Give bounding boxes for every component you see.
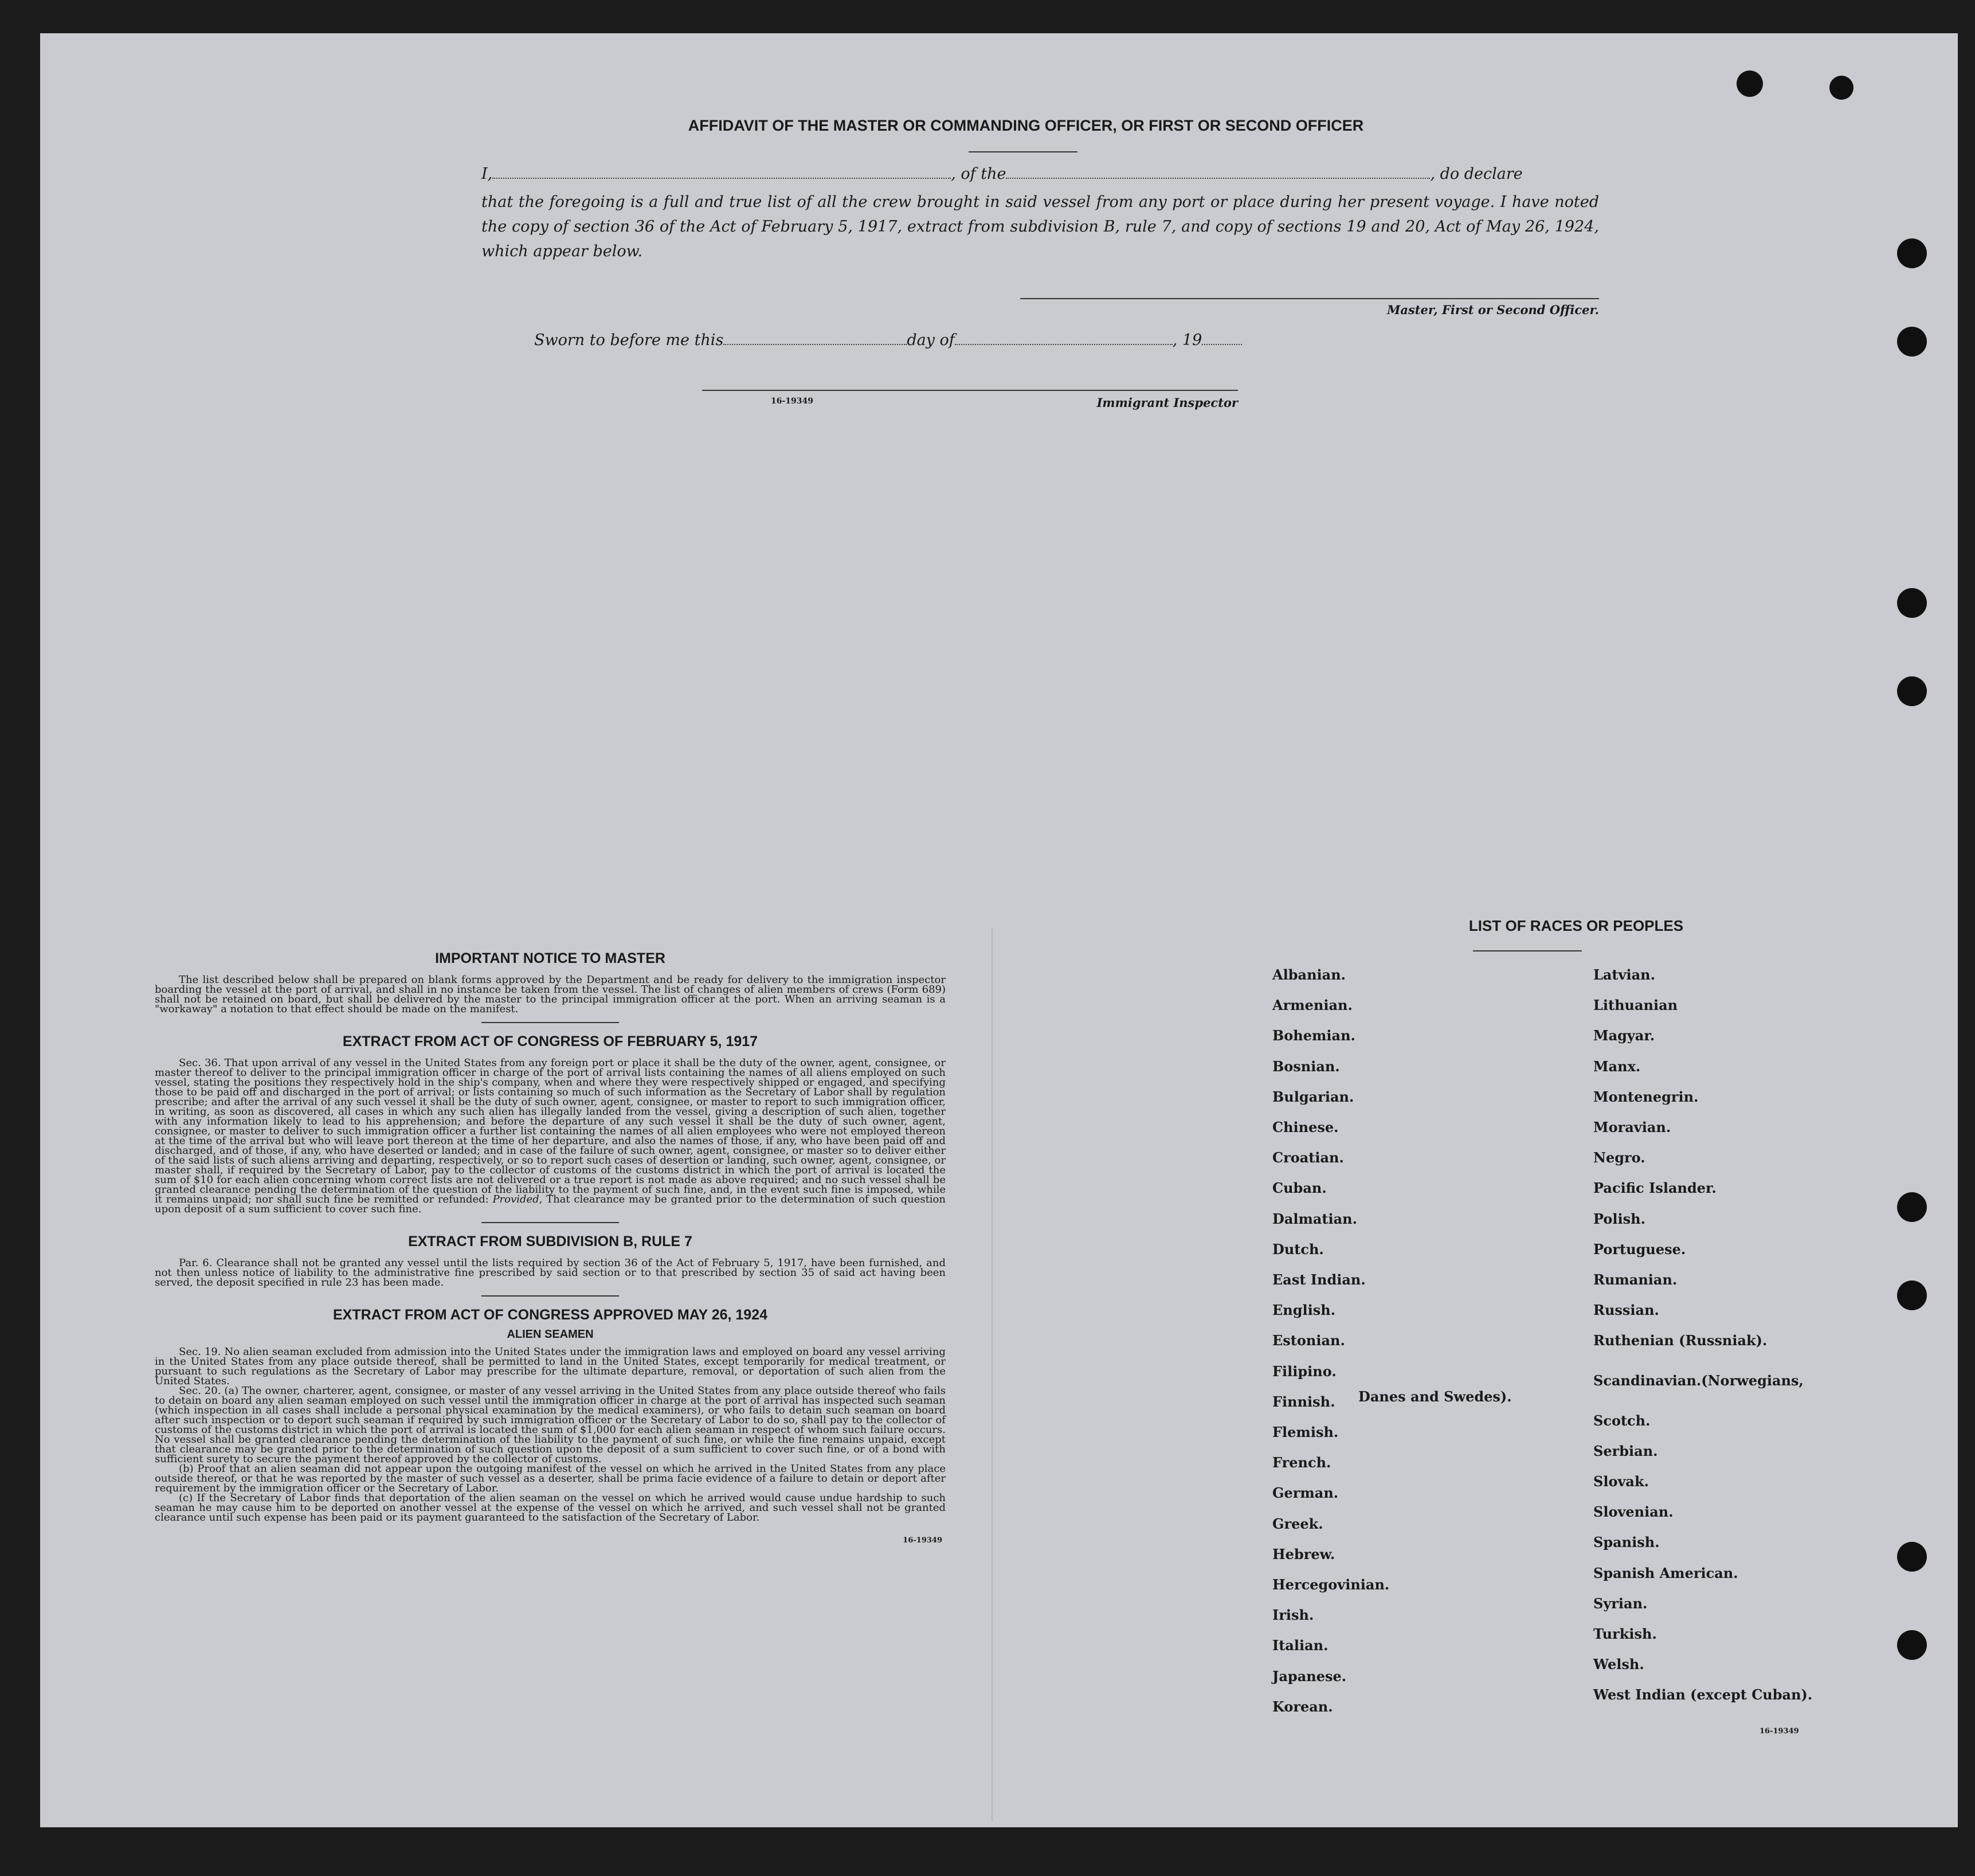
race-entry: Turkish. (1593, 1626, 1657, 1642)
extract-1917-title: EXTRACT FROM ACT OF CONGRESS OF FEBRUARY 5, 1917 (342, 1033, 758, 1049)
notice-title: IMPORTANT NOTICE TO MASTER (435, 950, 665, 966)
master-signature-label: Master, First or Second Officer. (1387, 303, 1599, 317)
race-entry: Irish. (1272, 1607, 1314, 1624)
race-entry: Croatian. (1272, 1149, 1344, 1166)
binder-hole-icon (1737, 71, 1763, 97)
race-entry: Japanese. (1272, 1667, 1347, 1685)
rule7-text: Par. 6. Clearance shall not be granted any vessel until the lists required by section 36 of the Act of February 5, 1917, have been furnished, and not then unless notice of liability to the administrative fine prescribed by said section or to that prescribed by section 35 of said act having been served, the deposit specified in rule 23 has been made. (155, 1257, 946, 1288)
section-divider (481, 1295, 619, 1297)
race-entry: Bulgarian. (1272, 1088, 1354, 1105)
section-divider (481, 1022, 619, 1023)
race-entry: Slovenian. (1593, 1503, 1674, 1521)
race-entry: Filipino. (1272, 1362, 1337, 1380)
form-sheet (40, 33, 1958, 1827)
proviso-word: Provided, (492, 1193, 543, 1205)
race-entry: Portuguese. (1593, 1240, 1686, 1258)
races-title-divider (1473, 950, 1582, 951)
binder-hole-icon (1897, 588, 1927, 618)
race-entry: Korean. (1272, 1698, 1333, 1715)
sec36-text: Sec. 36. That upon arrival of any vessel in the United States from any foreign port or place it shall be the duty of the owner, agent, consignee, or master thereof to deliver to the principal immigration officer in charge of the port of arrival lists containing the names of all aliens employed on such vessel, stating the positions they respectively hold in the ship's company, when and where they were respectively shipped or engaged, and specifying those to be paid off and discharged in the port of arrival; or lists containing so much of such information as the Secretary of Labor shall by regulation prescribe; and after the arrival of any such vessel it shall be the duty of such owner, agent, consignee, or master to report to such immigration officer, in writing, as soon as discovered, all cases in which any such alien has illegally landed from the vessel, giving a description of such alien, together with any information likely to lead to his apprehension; and before the departure of any such vessel it shall be the duty of such owner, agent, consignee, or master to deliver to such immigration officer a further list containing the names of all alien employees who were not employed thereon at the time of the arrival but who will leave port thereon at the time of her departure, and also the names of those, if any, who have been paid off and discharged, and of those, if any, who have deserted or landed; and in case of the failure of such owner, agent, consignee, or master so to deliver either of the said lists of such aliens arriving and departing, respectively, or so to report such cases of desertion or landing, such owner, agent, consignee, or master shall, if required by the Secretary of Labor, pay to the collector of customs of the customs district in which the port of arrival is located the sum of $10 for each alien concerning whom correct lists are not delivered or a true report is not made as above required; and no such vessel shall be granted clearance pending the determination of the question of the liability to the payment of such fine, and, in the event such fine is imposed, while it remains unpaid; nor shall such fine be remitted or refunded: (155, 1057, 946, 1205)
race-entry: Dalmatian. (1272, 1210, 1357, 1227)
affidavit-paragraph: that the foregoing is a full and true list of all the crew brought in said vessel from any port or place during her present voyage. I have noted the copy of section 36 of the Act of February 5, 1917, extract from subdivision B, rule 7, and copy of sections 19 and 20, Act of May 26, 1924, which appear below. (481, 193, 1599, 260)
sworn-month-field[interactable] (955, 344, 1173, 345)
race-entry: German. (1272, 1485, 1339, 1502)
race-entry: Scandinavian.(Norwegians, (1593, 1372, 1804, 1389)
declarant-prefix: I, (481, 165, 493, 183)
race-entry: French. (1272, 1454, 1331, 1471)
extract-form-number: 16-19349 (903, 1536, 942, 1545)
race-entry: Negro. (1593, 1149, 1645, 1166)
race-entry: Hercegovinian. (1272, 1576, 1390, 1593)
race-entry: Lithuanian (1593, 997, 1678, 1014)
race-entry: Scotch. (1593, 1412, 1651, 1429)
sworn-prefix: Sworn to before me this (534, 331, 724, 349)
extract-1917-text (155, 1058, 946, 1214)
sec19-text: Sec. 19. No alien seaman excluded from admission into the United States under the immigration laws and employed on board any vessel arriving in the United States from any place outside thereof, shall be permitted to land in the United States, except temporarily for medical treatment, or pursuant to such regulations as the Secretary of Labor may prescribe for the ultimate departure, removal, or deportation of such alien from the United States. (155, 1346, 946, 1387)
race-entry: Montenegrin. (1593, 1088, 1699, 1105)
sec20a-text: Sec. 20. (a) The owner, charterer, agent, consignee, or master of any vessel arriving in the United States from any place outside thereof who fails to detain on board any alien seaman employed on such vessel until the immigration officer in charge at the port of arrival has inspected such seaman (which inspection in all cases shall include a personal physical examination by the medical examiners), or who fails to detain such seaman on board after such inspection or to deport such seaman if required by such immigration officer or the Secretary of Labor to do so, shall pay to the collector of customs of the customs district in which the port of arrival is located the sum of $1,000 for each alien seaman in respect of whom such failure occurs. No vessel shall be granted clearance pending the determination of the liability to the payment of such fine, or while the fine remains unpaid, except that clearance may be granted prior to the determination of such question upon the deposit of a sum sufficient to cover such fine, or of a bond with sufficient surety to secure the payment thereof approved by the collector of customs. (155, 1385, 946, 1465)
race-entry: Manx. (1593, 1058, 1641, 1075)
binder-hole-icon (1897, 1630, 1927, 1660)
section-divider (481, 1222, 619, 1223)
race-entry: Syrian. (1593, 1595, 1648, 1612)
inspector-signature-line[interactable] (702, 390, 1238, 391)
binder-hole-icon (1897, 1192, 1927, 1222)
race-entry: East Indian. (1272, 1271, 1366, 1288)
race-entry: Pacific Islander. (1593, 1180, 1717, 1197)
title-divider (969, 151, 1077, 152)
binder-hole-icon (1897, 1542, 1927, 1572)
race-entry: Welsh. (1593, 1656, 1644, 1673)
race-entry: Armenian. (1272, 997, 1353, 1014)
race-entry: Spanish American. (1593, 1564, 1738, 1581)
fold-line (992, 927, 993, 1822)
affidavit-title: AFFIDAVIT OF THE MASTER OR COMMANDING OFFICER, OR FIRST OR SECOND OFFICER (688, 117, 1364, 134)
notice-text: The list described below shall be prepared on blank forms approved by the Department and be ready for delivery to the immigration inspector boarding the vessel at the port of arrival, and shall in no instance be taken from the vessel. The list of changes of alien members of crews (Form 689) shall not be retained on board, but shall be delivered by the master to the principal immigration officer at the port. When an arriving seaman is a "workaway" a notation to that effect should be made on the manifest. (155, 974, 946, 1015)
race-entry: Serbian. (1593, 1442, 1658, 1459)
vessel-name-field[interactable] (1006, 178, 1430, 179)
race-entry: Magyar. (1593, 1027, 1655, 1044)
sec20c-text: (c) If the Secretary of Labor finds that deportation of the alien seaman on the vessel on which he arrived would cause undue hardship to such seaman he may cause him to be deported on another vessel at the expense of the vessel on which he arrived, and such vessel shall not be granted clearance until such expense has been paid or its payment guaranteed to the satisfaction of the Secretary of Labor. (155, 1492, 946, 1523)
extract-1924-title: EXTRACT FROM ACT OF CONGRESS APPROVED MAY 26, 1924 (332, 1307, 768, 1323)
race-entry: Bohemian. (1272, 1027, 1355, 1044)
affidavit-form-number: 16-19349 (771, 397, 813, 406)
sworn-line (534, 331, 1242, 349)
master-signature-line[interactable] (1020, 298, 1599, 299)
race-entry: Flemish. (1272, 1424, 1339, 1440)
race-entry: Bosnian. (1272, 1058, 1340, 1075)
inspector-label: Immigrant Inspector (1096, 395, 1238, 410)
race-entry: Estonian. (1272, 1332, 1345, 1349)
race-entry: Chinese. (1272, 1119, 1339, 1135)
legal-notices (155, 950, 946, 1545)
binder-hole-icon (1897, 676, 1927, 706)
binder-hole-icon (1829, 76, 1853, 100)
race-entry: English. (1272, 1302, 1336, 1319)
race-entry: Latvian. (1593, 966, 1655, 983)
binder-hole-icon (1897, 238, 1927, 268)
race-entry: Polish. (1593, 1210, 1645, 1227)
declarant-name-field[interactable] (492, 178, 951, 179)
sworn-day-field[interactable] (723, 344, 907, 345)
race-entry: Cuban. (1272, 1180, 1327, 1197)
sworn-year-label: , 19 (1172, 331, 1202, 349)
sworn-year-field[interactable] (1202, 344, 1242, 345)
race-entry: Slovak. (1593, 1473, 1649, 1490)
of-the-label: , of the (951, 165, 1006, 183)
rule7-title: EXTRACT FROM SUBDIVISION B, RULE 7 (408, 1233, 692, 1250)
race-entry: Rumanian. (1593, 1271, 1678, 1288)
sworn-day-label: day of (907, 331, 955, 349)
race-entry: Albanian. (1272, 966, 1346, 983)
races-form-number: 16-19349 (1760, 1727, 1799, 1736)
race-entry: Moravian. (1593, 1119, 1671, 1135)
race-entry: Greek. (1272, 1515, 1323, 1532)
do-declare-label: , do declare (1430, 165, 1523, 183)
race-entry: Finnish. (1272, 1393, 1335, 1410)
binder-hole-icon (1897, 327, 1927, 357)
race-entry: West Indian (except Cuban). (1593, 1686, 1813, 1703)
race-entry: Russian. (1593, 1302, 1659, 1319)
extract-1924-subtitle: ALIEN SEAMEN (507, 1328, 594, 1341)
race-entry: Italian. (1272, 1637, 1329, 1654)
race-entry: Hebrew. (1272, 1545, 1335, 1562)
race-entry: Ruthenian (Russniak). (1593, 1332, 1768, 1349)
race-entry: Dutch. (1272, 1240, 1324, 1258)
sec20b-text: (b) Proof that an alien seaman did not appear upon the outgoing manifest of the vessel on which he arrived in the United States from any place outside thereof, or that he was reported by the master of such vessel as a deserter, shall be prima facie evidence of a failure to detain or deport after requirement by the immigration officer or the Secretary of Labor. (155, 1463, 946, 1494)
races-title: LIST OF RACES OR PEOPLES (1468, 917, 1684, 934)
binder-hole-icon (1897, 1280, 1927, 1310)
proviso-text: That clearance may be granted prior to the determination of such question upon deposit of a sum sufficient to cover such fine. (155, 1193, 946, 1215)
affidavit-declaration-line (481, 165, 1599, 183)
race-entry: Danes and Swedes). (1358, 1388, 1512, 1405)
race-entry: Spanish. (1593, 1534, 1660, 1551)
